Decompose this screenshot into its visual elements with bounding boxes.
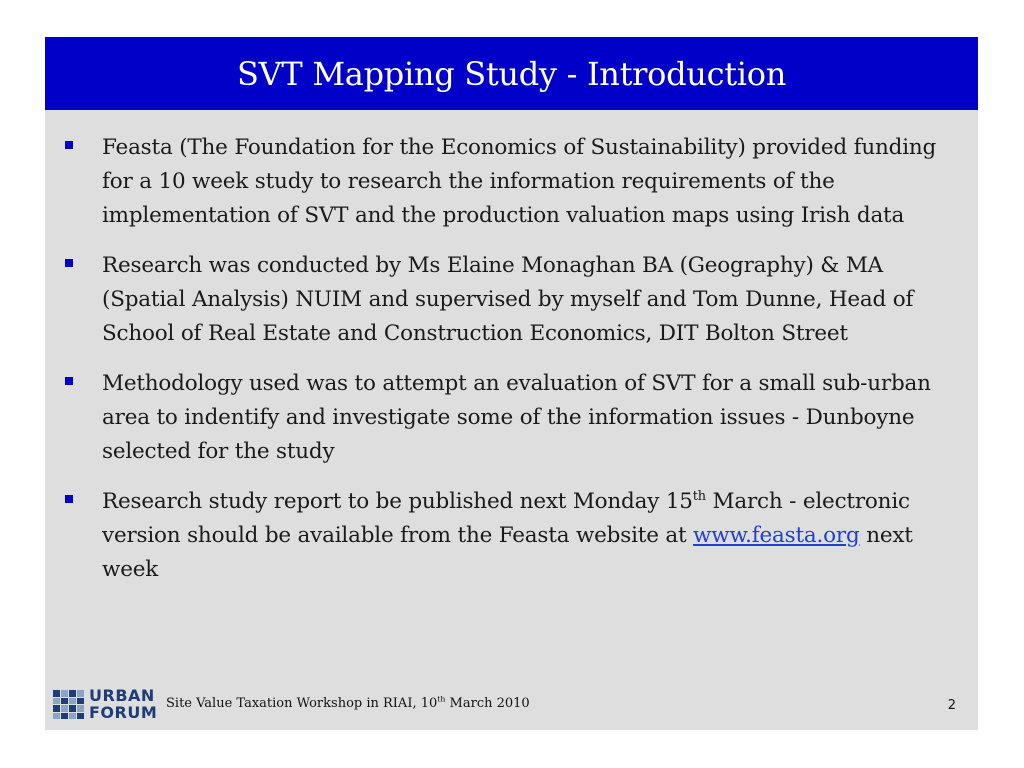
slide-footer	[45, 685, 978, 730]
square-bullet-icon	[65, 141, 73, 149]
slide	[45, 37, 978, 730]
logo-grid-icon	[53, 690, 85, 720]
ordinal-superscript: th	[692, 488, 706, 504]
bullet-item	[63, 485, 963, 587]
bullet-item	[63, 367, 963, 469]
square-bullet-icon	[65, 495, 73, 503]
bullet-text: Methodology used was to attempt an evaluation of SVT for a small sub-urban area to indentify and investigate some of the information issues - Dunboyne selected for the study	[102, 371, 931, 464]
bullet-text: Research was conducted by Ms Elaine Monaghan BA (Geography) & MA (Spatial Analysis) NUIM and supervised by myself and Tom Dunne, Head of School of Real Estate and Construction Economics, DIT Bolton Street	[102, 253, 914, 346]
urban-forum-logo	[53, 687, 161, 723]
logo-text	[89, 687, 157, 721]
bullet-text-before-sup: Research study report to be published next Monday 15	[102, 489, 693, 514]
square-bullet-icon	[65, 259, 73, 267]
bullet-text: Feasta (The Foundation for the Economics of Sustainability) provided funding for a 10 week study to research the information requirements of the implementation of SVT and the production valuation maps using Irish data	[102, 135, 937, 228]
bullet-text-after-link: next week	[102, 523, 913, 582]
feasta-website-link[interactable]: www.feasta.org	[693, 523, 860, 548]
bullet-item	[63, 249, 963, 351]
square-bullet-icon	[65, 377, 73, 385]
footer-text	[166, 696, 530, 711]
footer-text-after-sup: March 2010	[445, 696, 530, 711]
page-number: 2	[947, 698, 956, 713]
footer-ordinal-superscript: th	[437, 694, 446, 704]
logo-line-2: FORUM	[89, 703, 158, 722]
title-bar	[45, 37, 978, 110]
bullet-list	[63, 131, 963, 603]
bullet-item	[63, 131, 963, 233]
slide-title: SVT Mapping Study - Introduction	[236, 54, 787, 93]
bullet-text-after-sup: March - electronic version should be available from the Feasta website at	[102, 489, 910, 548]
footer-text-before-sup: Site Value Taxation Workshop in RIAI, 10	[166, 696, 438, 711]
logo-line-1: URBAN	[89, 686, 155, 705]
